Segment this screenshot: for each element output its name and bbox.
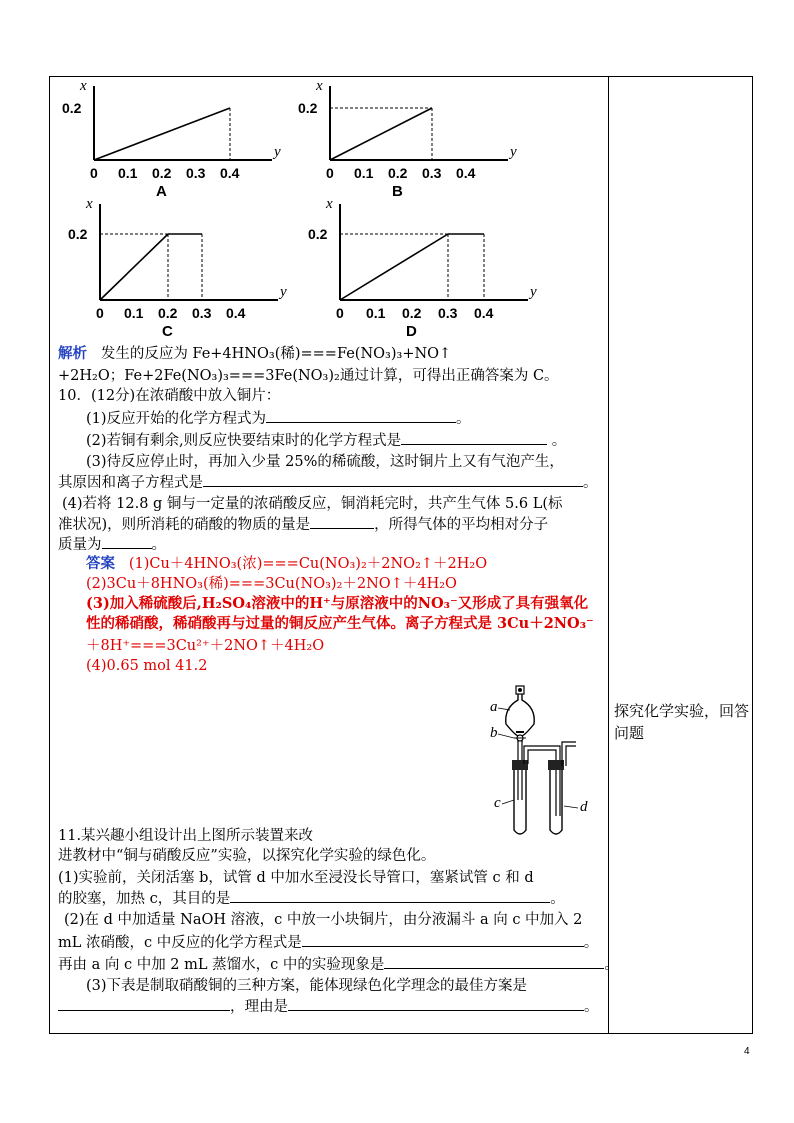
q10-p3a: (3)待反应停止时，再加入少量 25%的稀硫酸，这时铜片上又有气泡产生，: [86, 454, 564, 470]
x-tick-label: 0: [336, 305, 344, 321]
x-tick-label: 0.4: [456, 165, 476, 181]
label-a: a: [490, 699, 498, 715]
y-tick-label: 0.2: [308, 226, 328, 242]
answer-3b: 性的稀硝酸，稀硝酸再与过量的铜反应产生气体。离子方程式是 3Cu＋2NO₃⁻: [86, 615, 594, 632]
y-axis-label: x: [80, 78, 87, 94]
x-tick-label: 0.2: [402, 305, 422, 321]
x-tick-label: 0.4: [220, 165, 240, 181]
q11-l5: (2)在 d 中加适量 NaOH 溶液，c 中放一小块铜片，由分液漏斗 a 向 c 中加入 2: [64, 912, 583, 928]
answer-blank: [58, 996, 230, 1011]
x-tick-label: 0.4: [226, 305, 246, 321]
answer-blank: [102, 534, 152, 549]
q10-part-4d: [58, 534, 166, 555]
x-axis-label: y: [530, 284, 537, 300]
x-axis-label: y: [280, 284, 287, 300]
analysis-line-1: [58, 344, 451, 364]
label-d: d: [580, 799, 588, 815]
x-axis-label: y: [274, 144, 281, 160]
q10-p4c-text: ，所得气体的平均相对分子: [374, 517, 549, 533]
x-tick-label: 0: [90, 165, 98, 181]
column-divider: [608, 76, 609, 1034]
q11-l8: (3)下表是制取硝酸铜的三种方案，能体现绿色化学理念的最佳方案是: [86, 978, 528, 994]
answer-blank: [384, 954, 604, 969]
analysis-text-1: 发生的反应为 Fe+4HNO₃(稀)===Fe(NO₃)₃+NO↑: [100, 346, 452, 362]
q11-l9b-text: ，理由是: [230, 999, 288, 1015]
q11-part-l9: [58, 996, 599, 1017]
q11-l7-text: 再由 a 向 c 中加 2 mL 蒸馏水，c 中的实验现象是: [58, 957, 385, 973]
x-axis-label: y: [510, 144, 517, 160]
x-tick-label: 0.2: [388, 165, 408, 181]
answer-blank: [203, 472, 583, 487]
q10-p1-text: (1)反应开始的化学方程式为: [86, 411, 267, 427]
apparatus-diagram: [484, 680, 594, 844]
answer-2: (2)3Cu＋8HNO₃(稀)===3Cu(NO₃)₂＋2NO↑＋4H₂O: [86, 576, 457, 592]
q10-p4b-text: 准状况)，则所消耗的硝酸的物质的量是: [58, 517, 311, 533]
series-line: [100, 234, 168, 300]
q10-p2-text: (2)若铜有剩余,则反应快要结束时的化学方程式是: [86, 433, 402, 449]
q10-period: 。: [151, 537, 166, 553]
q10-part-2: [86, 430, 566, 451]
y-axis-label: x: [86, 196, 93, 212]
y-tick-label: 0.2: [298, 100, 318, 116]
answer-blank: [401, 430, 547, 445]
q10-period: 。: [551, 433, 567, 449]
answer-blank: [288, 996, 584, 1011]
analysis-text-2: +2H₂O；Fe+2Fe(NO₃)₃===3Fe(NO₃)₂通过计算，可得出正确答案为 C。: [58, 368, 559, 384]
q11-period: 。: [583, 935, 599, 951]
x-tick-label: 0: [96, 305, 104, 321]
analysis-label: 解析: [58, 345, 87, 362]
q11-period: 。: [584, 999, 599, 1015]
answer-4: (4)0.65 mol 41.2: [86, 658, 208, 674]
q10-p4d-text: 质量为: [58, 537, 102, 553]
q10-p3b-text: 其原因和离子方程式是: [58, 475, 203, 491]
label-c: c: [494, 795, 501, 811]
x-tick-label: 0.1: [366, 305, 386, 321]
x-tick-label: 0.3: [186, 165, 206, 181]
q10-p4a: (4)若将 12.8 g 铜与一定量的浓硝酸反应，铜消耗完时，共产生气体 5.6 L(标: [62, 496, 563, 512]
page-number: 4: [744, 1046, 750, 1057]
answer-blank: [310, 514, 374, 529]
x-tick-label: 0.3: [422, 165, 442, 181]
q11-l6-text: mL 浓硝酸，c 中反应的化学方程式是: [58, 935, 302, 951]
series-line: [340, 234, 448, 300]
series-line: [94, 108, 230, 160]
graph-caption: A: [156, 183, 167, 200]
q10-period: 。: [583, 475, 598, 491]
q11-l3: (1)实验前，关闭活塞 b，试管 d 中加水至浸没长导管口，塞紧试管 c 和 d: [58, 870, 534, 886]
x-tick-label: 0.3: [192, 305, 212, 321]
graph-caption: C: [162, 323, 173, 340]
answer-line-1: [86, 554, 487, 574]
graph-caption: B: [392, 183, 403, 200]
x-tick-label: 0.3: [438, 305, 458, 321]
x-tick-label: 0: [326, 165, 334, 181]
q11-part-l7: [58, 954, 619, 975]
q10-title: 10．(12分)在浓硝酸中放入铜片：: [58, 388, 281, 404]
x-tick-label: 0.2: [152, 165, 172, 181]
q11-l2: 进教材中“铜与硝酸反应”实验，以探究化学实验的绿色化。: [58, 848, 436, 864]
answer-3a: (3)加入稀硫酸后,H₂SO₄溶液中的H⁺与原溶液中的NO₃⁻又形成了具有强氧化: [86, 595, 589, 612]
y-axis-label: x: [326, 196, 333, 212]
x-tick-label: 0.1: [354, 165, 374, 181]
label-b: b: [490, 725, 498, 741]
answer-3c: ＋8H⁺===3Cu²⁺＋2NO↑＋4H₂O: [86, 638, 325, 654]
q10-part-4b: [58, 514, 548, 535]
y-tick-label: 0.2: [68, 226, 88, 242]
answer-label: 答案: [86, 555, 115, 572]
answer-blank: [266, 408, 456, 423]
top-rule: [52, 76, 512, 77]
graph-caption: D: [406, 323, 417, 340]
x-tick-label: 0.4: [474, 305, 494, 321]
x-tick-label: 0.1: [118, 165, 138, 181]
y-tick-label: 0.2: [62, 100, 82, 116]
q10-part-3b: [58, 472, 598, 493]
q11-part-l6: [58, 932, 598, 953]
y-axis-label: x: [316, 78, 323, 94]
x-tick-label: 0.1: [124, 305, 144, 321]
answer-blank: [230, 888, 550, 903]
answer-1: (1)Cu＋4HNO₃(浓)===Cu(NO₃)₂＋2NO₂↑＋2H₂O: [128, 556, 488, 572]
q11-period: 。: [550, 891, 565, 907]
q11-l4-text: 的胶塞，加热 c，其目的是: [58, 891, 231, 907]
q10-part-1: [86, 408, 471, 429]
answer-blank: [302, 932, 584, 947]
q11-l1: 11.某兴趣小组设计出上图所示装置来改: [58, 828, 314, 844]
sidebar-note: 探究化学实验，回答问题: [614, 702, 750, 742]
q10-period: 。: [456, 411, 471, 427]
q11-period: 。: [604, 957, 619, 973]
x-tick-label: 0.2: [158, 305, 178, 321]
q11-part-l4: [58, 888, 565, 909]
series-line: [330, 108, 432, 160]
